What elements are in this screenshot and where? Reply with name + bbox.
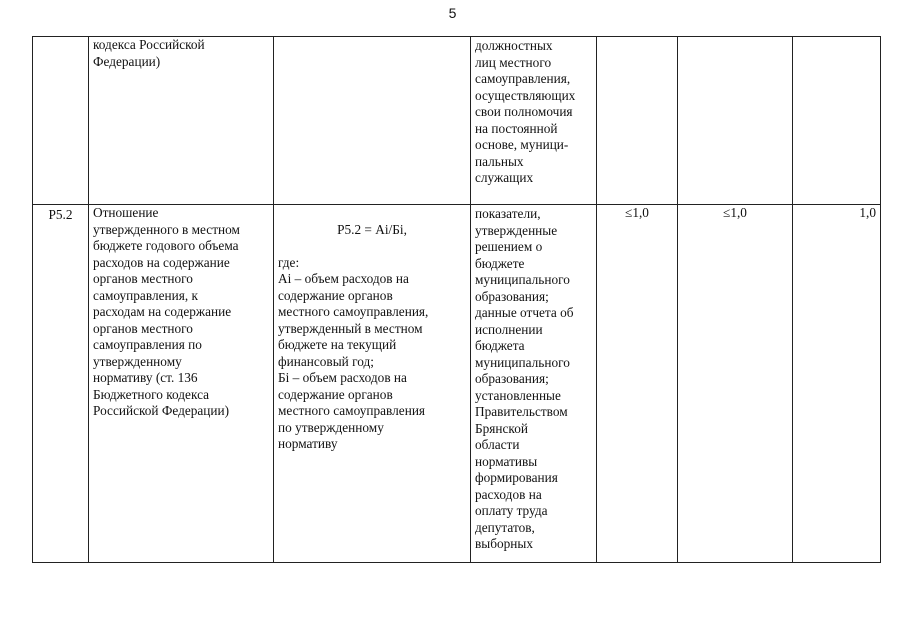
formula-expression: Р5.2 = Аi/Бi, (337, 221, 407, 237)
cell-value-3 (793, 37, 881, 205)
cell-value-3: 1,0 (793, 205, 881, 563)
table-row-continued (33, 37, 881, 205)
cell-description: кодекса Российской Федерации) (89, 37, 274, 205)
cell-value-2: ≤1,0 (678, 205, 793, 563)
cell-value-1 (597, 37, 678, 205)
formula-explanation: где: Аi – объем расходов на содержание органов местного самоуправления, утвержденный в местном бюджете на текущий финансовый год; Бi – объем расходов на содержание органов местного самоуправления по утвержденному нормативу (278, 254, 429, 451)
cell-sources: должностных лиц местного самоуправления, осуществляющих свои полномочия на постоянной основе, муници- пальных служащих (471, 37, 597, 205)
indicator-table (32, 36, 881, 563)
cell-formula (274, 205, 471, 563)
table-row-p52 (33, 205, 881, 563)
cell-value-1: ≤1,0 (597, 205, 678, 563)
cell-formula (274, 37, 471, 205)
cell-sources: показатели, утвержденные решением о бюджете муниципального образования; данные отчета об исполнении бюджета муниципального образования; установленные Правительством Брянской области нормативы формирования расходов на оплату труда депутатов, выборных (471, 205, 597, 563)
page-number: 5 (448, 5, 457, 21)
cell-code (33, 37, 89, 205)
cell-code: Р5.2 (33, 205, 89, 563)
cell-value-2 (678, 37, 793, 205)
cell-description: Отношение утвержденного в местном бюджете годового объема расходов на содержание органов местного самоуправления, к расходам на содержание органов местного самоуправления по утвержденному нормативу (ст. 136 Бюджетного кодекса Российской Федерации) (89, 205, 274, 563)
